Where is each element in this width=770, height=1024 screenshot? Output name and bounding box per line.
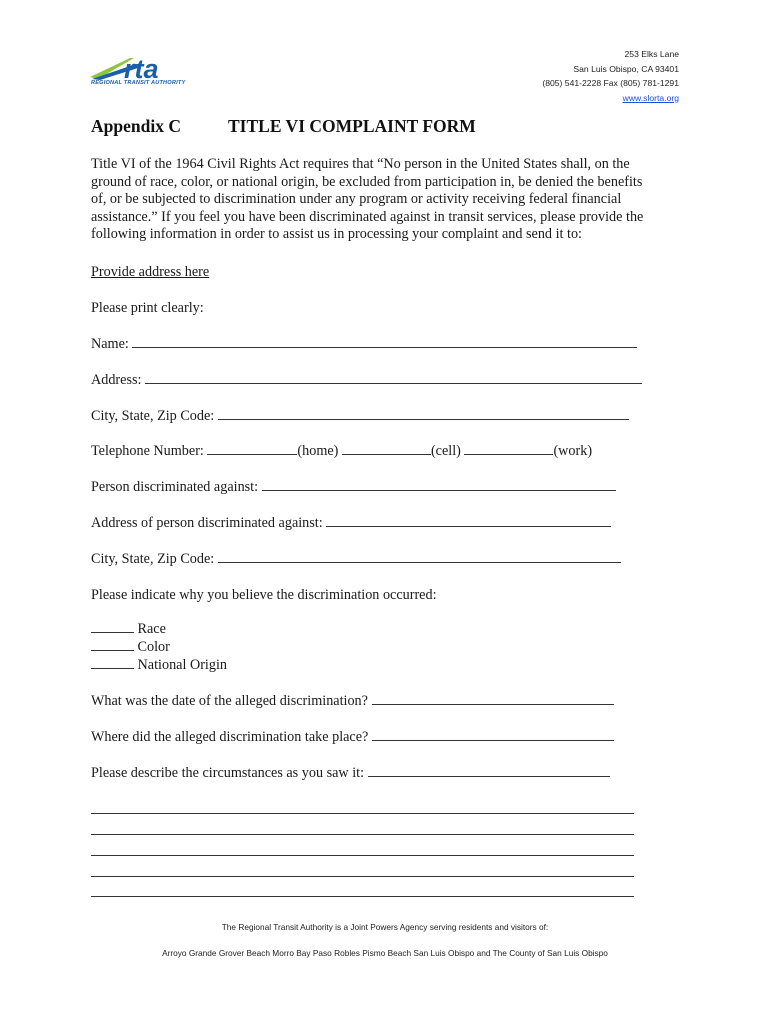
address-line-2: San Luis Obispo, CA 93401 bbox=[573, 63, 679, 74]
address-row bbox=[91, 372, 642, 389]
footer-line-2: Arroyo Grande Grover Beach Morro Bay Paso Robles Pismo Beach San Luis Obispo and The County of San Luis Obispo bbox=[162, 948, 608, 958]
address-placeholder-row bbox=[91, 264, 209, 281]
address-person-label: Address of person discriminated against: bbox=[91, 515, 323, 531]
reason-national-origin-row bbox=[91, 657, 227, 674]
phone-cell-field[interactable] bbox=[342, 443, 431, 455]
page-heading bbox=[91, 116, 476, 137]
person-discriminated-label: Person discriminated against: bbox=[91, 479, 259, 495]
intro-line: following information in order to assist us in processing your complaint and send it to: bbox=[91, 226, 582, 243]
circumstances-field[interactable] bbox=[368, 765, 610, 777]
city-state-zip-label: City, State, Zip Code: bbox=[91, 408, 215, 424]
city-state-zip-field[interactable] bbox=[218, 408, 629, 420]
city-state-zip-row bbox=[91, 408, 629, 425]
reason-color-label: Color bbox=[137, 639, 170, 655]
telephone-row bbox=[91, 443, 592, 460]
city-state-zip-2-row bbox=[91, 551, 621, 568]
logo-subtitle: REGIONAL TRANSIT AUTHORITY bbox=[91, 80, 186, 86]
intro-line: Title VI of the 1964 Civil Rights Act requires that “No person in the United States shall, on the bbox=[91, 156, 630, 172]
city-state-zip-2-field[interactable] bbox=[218, 551, 621, 563]
circumstances-line[interactable] bbox=[91, 834, 634, 835]
date-field[interactable] bbox=[372, 693, 614, 705]
reason-prompt: Please indicate why you believe the discrimination occurred: bbox=[91, 587, 437, 603]
address-line-1: 253 Elks Lane bbox=[624, 49, 679, 59]
print-clearly-text: Please print clearly: bbox=[91, 300, 204, 316]
name-row bbox=[91, 336, 637, 353]
form-title: TITLE VI COMPLAINT FORM bbox=[228, 116, 476, 136]
intro-line: ground of race, color, or national origin, be excluded from participation in, be denied the benefits bbox=[91, 173, 643, 190]
address-placeholder-link[interactable]: Provide address here bbox=[91, 264, 210, 280]
circumstances-line[interactable] bbox=[91, 855, 634, 856]
phone-work-label: (work) bbox=[553, 443, 593, 459]
telephone-label: Telephone Number: bbox=[91, 443, 204, 459]
place-field[interactable] bbox=[372, 729, 614, 741]
reason-color-field[interactable] bbox=[91, 639, 134, 651]
reason-national-origin-field[interactable] bbox=[91, 657, 134, 669]
person-discriminated-field[interactable] bbox=[262, 479, 616, 491]
address-label: Address: bbox=[91, 372, 142, 388]
address-person-row bbox=[91, 515, 611, 532]
person-discriminated-row bbox=[91, 479, 616, 496]
phone-work-field[interactable] bbox=[464, 443, 553, 455]
phone-fax: (805) 541-2228 Fax (805) 781-1291 bbox=[542, 78, 679, 89]
circumstances-line[interactable] bbox=[91, 876, 634, 877]
intro-line: assistance.” If you feel you have been discriminated against in transit services, please provide the bbox=[91, 208, 644, 225]
circumstances-row bbox=[91, 765, 610, 782]
circumstances-label: Please describe the circumstances as you saw it: bbox=[91, 765, 365, 781]
reason-color-row bbox=[91, 639, 170, 656]
reason-national-origin-label: National Origin bbox=[137, 657, 227, 673]
appendix-label: Appendix C bbox=[91, 116, 181, 136]
date-row bbox=[91, 693, 614, 710]
phone-home-label: (home) bbox=[297, 443, 339, 459]
circumstances-line[interactable] bbox=[91, 813, 634, 814]
footer-line-1: The Regional Transit Authority is a Joint Powers Agency serving residents and visitors of: bbox=[221, 922, 549, 932]
agency-address bbox=[542, 47, 679, 105]
intro-paragraph bbox=[91, 156, 691, 244]
reason-race-field[interactable] bbox=[91, 621, 134, 633]
phone-cell-label: (cell) bbox=[430, 443, 461, 459]
date-label: What was the date of the alleged discrimination? bbox=[91, 693, 368, 709]
phone-home-field[interactable] bbox=[207, 443, 297, 455]
circumstances-line[interactable] bbox=[91, 896, 634, 897]
address-field[interactable] bbox=[145, 372, 642, 384]
logo-wordmark: rta bbox=[124, 54, 159, 84]
address-person-field[interactable] bbox=[326, 515, 611, 527]
name-field[interactable] bbox=[132, 336, 637, 348]
reason-race-label: Race bbox=[137, 621, 166, 637]
city-state-zip-2-label: City, State, Zip Code: bbox=[91, 551, 215, 567]
place-label: Where did the alleged discrimination take place? bbox=[91, 729, 369, 745]
place-row bbox=[91, 729, 614, 746]
reason-race-row bbox=[91, 621, 166, 638]
name-label: Name: bbox=[91, 336, 129, 352]
intro-line: of, or be subjected to discrimination under any program or activity receiving federal financial bbox=[91, 191, 622, 208]
website-link[interactable]: www.slorta.org bbox=[622, 92, 679, 103]
